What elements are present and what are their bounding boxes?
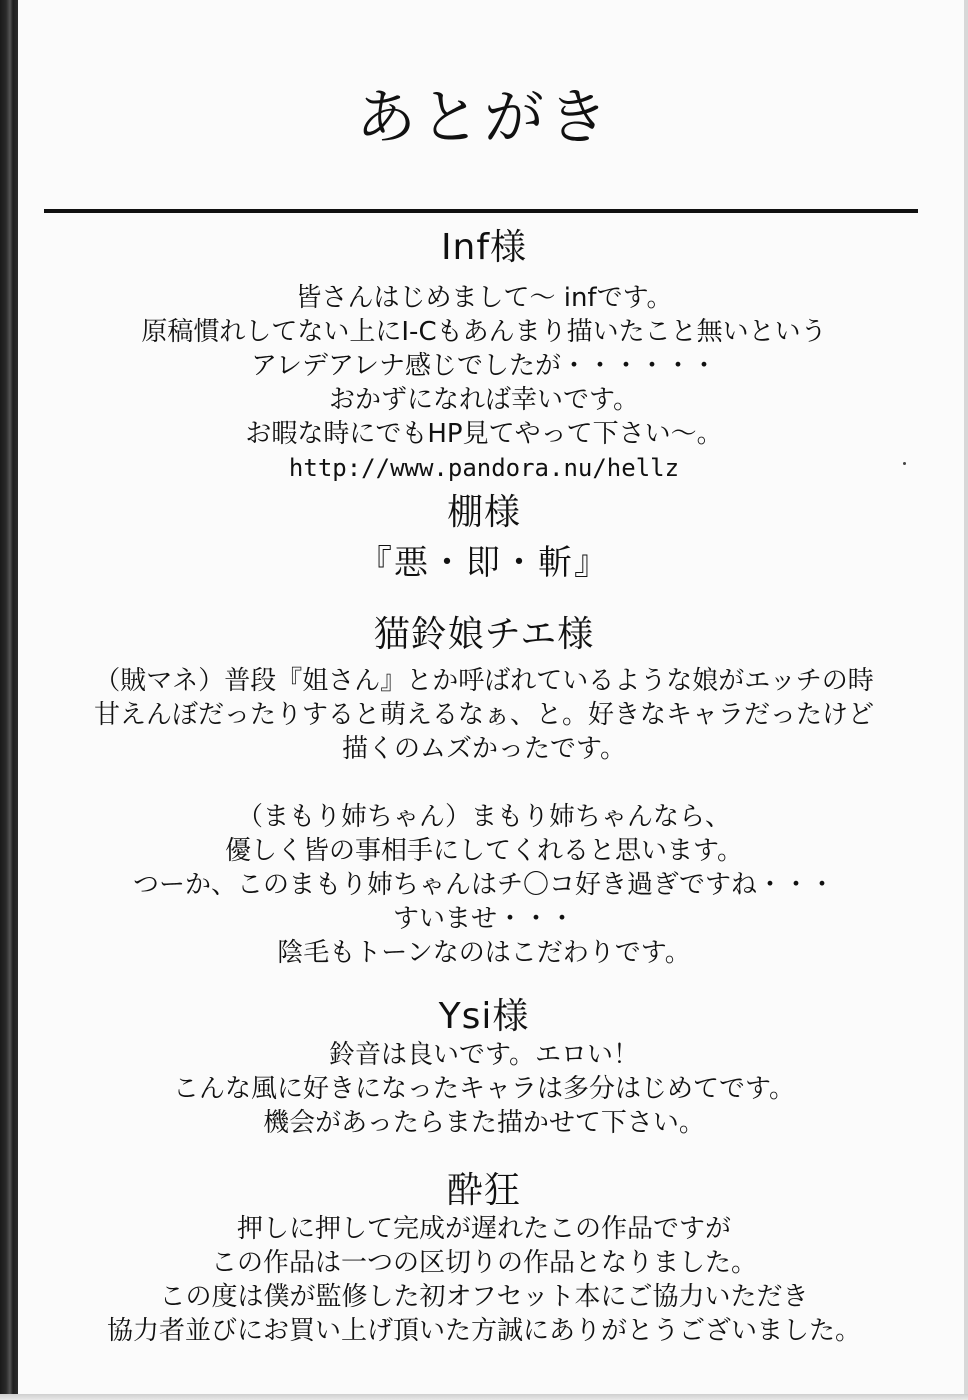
text-line: 原稿慣れしてない上にI-Cもあんまり描いたこと無いという [141,317,827,347]
text-line: 優しく皆の事相手にしてくれると思います。 [225,836,743,866]
text-line: 皆さんはじめまして～ infです。 [295,283,673,313]
section-heading: 棚様 [446,492,521,533]
text-line: こんな風に好きになったキャラは多分はじめてです。 [173,1074,795,1104]
text-line: この度は僕が監修した初オフセット本にご協力いただき [159,1282,809,1312]
text-line: 陰毛もトーンなのはこだわりです。 [277,938,691,968]
text-line: 押しに押して完成が遅れたこの作品ですが [236,1214,731,1244]
scan-edge-bottom [0,1394,968,1400]
text-line: 協力者並びにお買い上げ頂いた方誠にありがとうございました。 [106,1316,861,1346]
section-ysi [20,994,948,1040]
section-tana [20,490,948,536]
quote-text: 『悪・即・斬』 [358,543,610,583]
section-inf [20,225,948,271]
text-line: 甘えんぼだったりすると萌えるなぁ、と。好きなキャラだったけど [93,700,874,730]
page-title: あとがき [356,83,612,153]
text-line: 鈴音は良いです。エロい！ [329,1040,639,1070]
text-line: 機会があったらまた描かせて下さい。 [263,1108,705,1138]
text-line: （まもり姉ちゃん）まもり姉ちゃんなら、 [236,802,731,832]
section-chie [20,612,948,658]
section-suikyou [20,1168,948,1214]
scan-edge-left [0,0,18,1400]
homepage-url: http://www.pandora.nu/hellz [288,454,680,482]
section-inf-body [20,281,948,485]
section-chie-para2 [20,800,948,970]
text-line: お暇な時にでもHP見てやって下さい～。 [245,419,723,449]
text-line: つーか、このまもり姉ちゃんはチ〇コ好き過ぎですね・・・ [132,870,835,900]
text-line: おかずになれば幸いです。 [329,385,639,415]
title-divider [44,209,918,213]
section-ysi-body [20,1038,948,1140]
text-line: この作品は一つの区切りの作品となりました。 [210,1248,757,1278]
section-heading: 酔狂 [446,1170,521,1211]
section-heading: 猫鈴娘チエ様 [373,614,595,655]
section-heading: Inf様 [440,227,528,268]
section-heading: Ysi様 [438,996,530,1037]
text-line: アレデアレナ感じでしたが・・・・・・ [251,351,717,381]
text-line: （賊マネ）普段『姐さん』とか呼ばれているような娘がエッチの時 [94,666,874,696]
text-line: 描くのムズかったです。 [342,734,626,764]
section-chie-para1 [20,664,948,766]
text-line: すいませ・・・ [392,904,575,934]
scan-edge-right [964,0,968,1400]
section-tana-body [20,540,948,586]
section-suikyou-body [20,1212,948,1348]
